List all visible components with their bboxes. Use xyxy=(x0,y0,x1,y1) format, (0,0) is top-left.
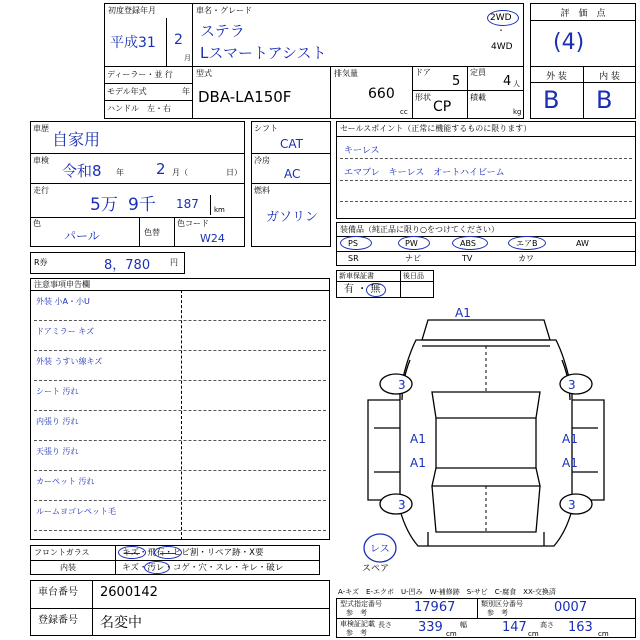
capacity-value: 4 xyxy=(503,74,512,89)
warranty-value: 有 ・ 無 xyxy=(344,284,381,295)
first-reg-month: 2 xyxy=(174,32,183,48)
note-item: 外装 うすい線キズ xyxy=(36,357,103,366)
fuel-value: ガソリン xyxy=(266,210,319,225)
legend-text: A-キズ E-エクボ U-凹み W-補修跡 S-サビ C-腐食 XX-交換済 xyxy=(338,588,556,596)
interior-items: キズ・汚レ・コゲ・穴・スレ・キレ・破レ xyxy=(122,563,284,573)
cls-no: 0007 xyxy=(554,600,588,615)
displacement-value: 660 xyxy=(368,86,395,102)
inspection-era: 令和8 xyxy=(62,162,102,180)
shift-value: CAT xyxy=(280,137,303,151)
equip-aw: AW xyxy=(576,239,589,248)
mileage-rest: 187 xyxy=(176,197,199,211)
interior-grade: B xyxy=(596,86,613,114)
notes-title: 注意事項申告欄 xyxy=(34,280,90,289)
recycle-value: 8，780 xyxy=(104,258,151,273)
note-item: シート 汚れ xyxy=(36,387,79,396)
mileage-sen: 9千 xyxy=(128,195,156,215)
equip-tv: TV xyxy=(462,254,473,263)
mark-right-door-rear: A1 xyxy=(562,456,578,470)
car-diagram xyxy=(336,300,636,580)
fmt-no: 17967 xyxy=(414,600,456,615)
exterior-grade: B xyxy=(543,86,560,114)
car-name-label: 車名・グレード xyxy=(196,6,252,15)
inspection-month: 2 xyxy=(156,160,166,178)
mark-tire-rr: 3 xyxy=(568,498,576,512)
first-reg-label: 初度登録年月 xyxy=(108,6,156,15)
equip-abs: ABS xyxy=(460,239,476,248)
reg-value: 名変中 xyxy=(100,615,142,631)
type-value: DBA-LA150F xyxy=(198,88,292,106)
category-value: 自家用 xyxy=(52,130,101,149)
mark-left-door-front: A1 xyxy=(410,432,426,446)
drive-4wd: 4WD xyxy=(491,42,513,52)
drive-2wd: 2WD xyxy=(490,13,512,23)
ac-value: AC xyxy=(284,167,301,181)
first-reg-era: 平成31 xyxy=(110,35,156,51)
mileage-man: 5万 xyxy=(90,195,118,215)
mark-tire-rl: 3 xyxy=(398,498,406,512)
door-value: 5 xyxy=(452,74,461,89)
mark-left-door-rear: A1 xyxy=(410,456,426,470)
width-value: 147 xyxy=(502,620,527,635)
note-item: ルームヨゴレペット毛 xyxy=(36,507,116,516)
equip-pw: PW xyxy=(405,239,418,248)
overall-grade: (4) xyxy=(553,30,585,55)
front-glass-items: キズ・飛石・ヒビ割・リペア跡・X要 xyxy=(122,548,264,558)
grade-text: Lスマートアシスト xyxy=(200,44,327,62)
mark-tire-fl: 3 xyxy=(398,378,406,392)
shape-value: CP xyxy=(433,99,452,115)
equip-navi: ナビ xyxy=(405,254,421,263)
car-name: ステラ xyxy=(200,22,245,40)
height-value: 163 xyxy=(568,620,593,635)
note-item: 天張り 汚れ xyxy=(36,447,79,456)
chassis-value: 2600142 xyxy=(100,585,158,600)
length-value: 339 xyxy=(418,620,443,635)
note-item: カーペット 汚れ xyxy=(36,477,95,486)
equip-ps: PS xyxy=(348,239,358,248)
sales-point-2: エマブレ キーレス オートハイビーム xyxy=(344,168,505,178)
equipment-title: 装備品（純正品に限り○をつけてください） xyxy=(340,225,499,234)
sales-point-1: キーレス xyxy=(344,146,380,156)
note-item: 外装 小A・小U xyxy=(36,297,90,306)
mark-tire-fr: 3 xyxy=(568,378,576,392)
equip-sr: SR xyxy=(348,254,359,263)
note-item: 内張り 汚れ xyxy=(36,417,79,426)
equip-airbag: エアB xyxy=(516,239,538,248)
mark-front: A1 xyxy=(455,306,471,320)
note-item: ドアミラー キズ xyxy=(36,327,95,336)
sales-points-title: セールスポイント（正常に機能するものに限ります） xyxy=(340,124,532,133)
color-code-value: W24 xyxy=(200,232,225,245)
spare-label: スペア xyxy=(362,564,390,574)
color-value: パール xyxy=(64,229,100,243)
mark-right-door-front: A1 xyxy=(562,432,578,446)
equip-leather: カワ xyxy=(518,254,534,263)
spare-mark: レス xyxy=(370,544,390,555)
